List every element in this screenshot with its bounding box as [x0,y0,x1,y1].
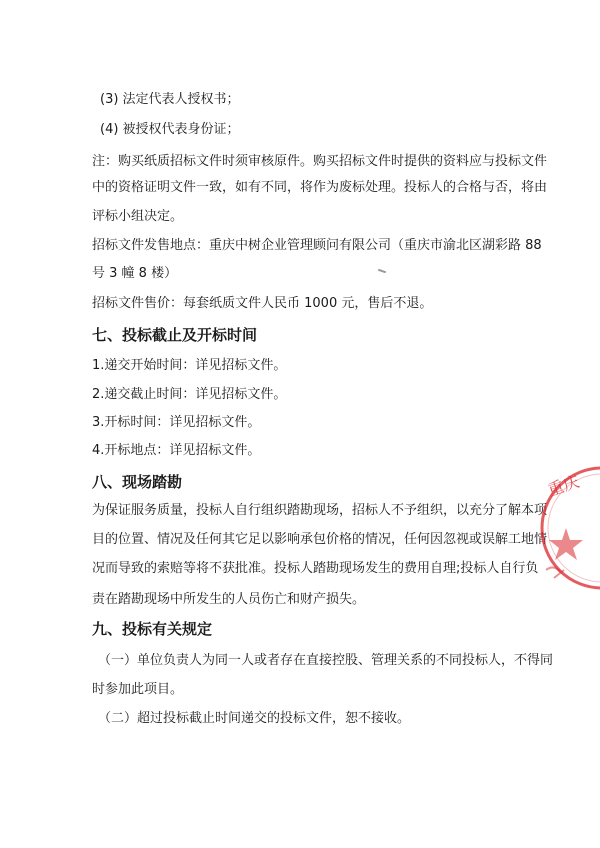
note-line-2: 中的资格证明文件一致，如有不同，将作为废标处理。投标人的合格与否，将由 [92,180,548,195]
item-4-id-card: (4) 被授权代表身份证； [100,122,240,137]
section-7-item-2: 2.递交截止时间：详见招标文件。 [92,387,287,402]
company-seal [536,458,600,608]
section-9-heading: 九、投标有关规定 [92,620,213,638]
sale-location-line-1: 招标文件发售地点：重庆中树企业管理顾问有限公司（重庆市渝北区湖彩路 88 [92,238,542,253]
sale-location-line-2: 号 3 幢 8 楼） [92,266,178,281]
section-7-heading: 七、投标截止及开标时间 [92,326,258,344]
note-line-1: 注：购买纸质招标文件时须审核原件。购买招标文件时提供的资料应与投标文件 [92,154,548,169]
section-8-line-3: 况而导致的索赔等将不获批准。投标人踏勘现场发生的费用自理;投标人自行负 [92,561,539,576]
section-8-line-4: 责在踏勘现场中所发生的人员伤亡和财产损失。 [92,592,366,607]
scan-speck [378,269,386,274]
section-7-item-3: 3.开标时间：详见招标文件。 [92,415,261,430]
section-7-item-1: 1.递交开始时间：详见招标文件。 [92,358,287,373]
section-9-rule-1-line-1: （一）单位负责人为同一人或者存在直接控股、管理关系的不同投标人，不得同 [98,653,554,668]
seal-text: 重庆 [545,471,582,500]
section-8-line-1: 为保证服务质量，投标人自行组织踏勘现场，招标人不予组织，以充分了解本项 [92,503,548,518]
seal-graphic [536,458,600,608]
section-7-item-4: 4.开标地点：详见招标文件。 [92,443,261,458]
section-9-rule-1-line-2: 时参加此项目。 [92,682,184,697]
section-8-line-2: 目的位置、情况及任何其它足以影响承包价格的情况，任何因忽视或误解工地情 [92,532,548,547]
sale-price-line: 招标文件售价：每套纸质文件人民币 1000 元，售后不退。 [92,296,433,311]
section-8-heading: 八、现场踏勘 [92,473,183,491]
section-9-rule-2: （二）超过投标截止时间递交的投标文件，恕不接收。 [98,711,411,726]
note-line-3: 评标小组决定。 [92,209,184,224]
item-3-authorization-letter: (3) 法定代表人授权书； [100,92,240,107]
